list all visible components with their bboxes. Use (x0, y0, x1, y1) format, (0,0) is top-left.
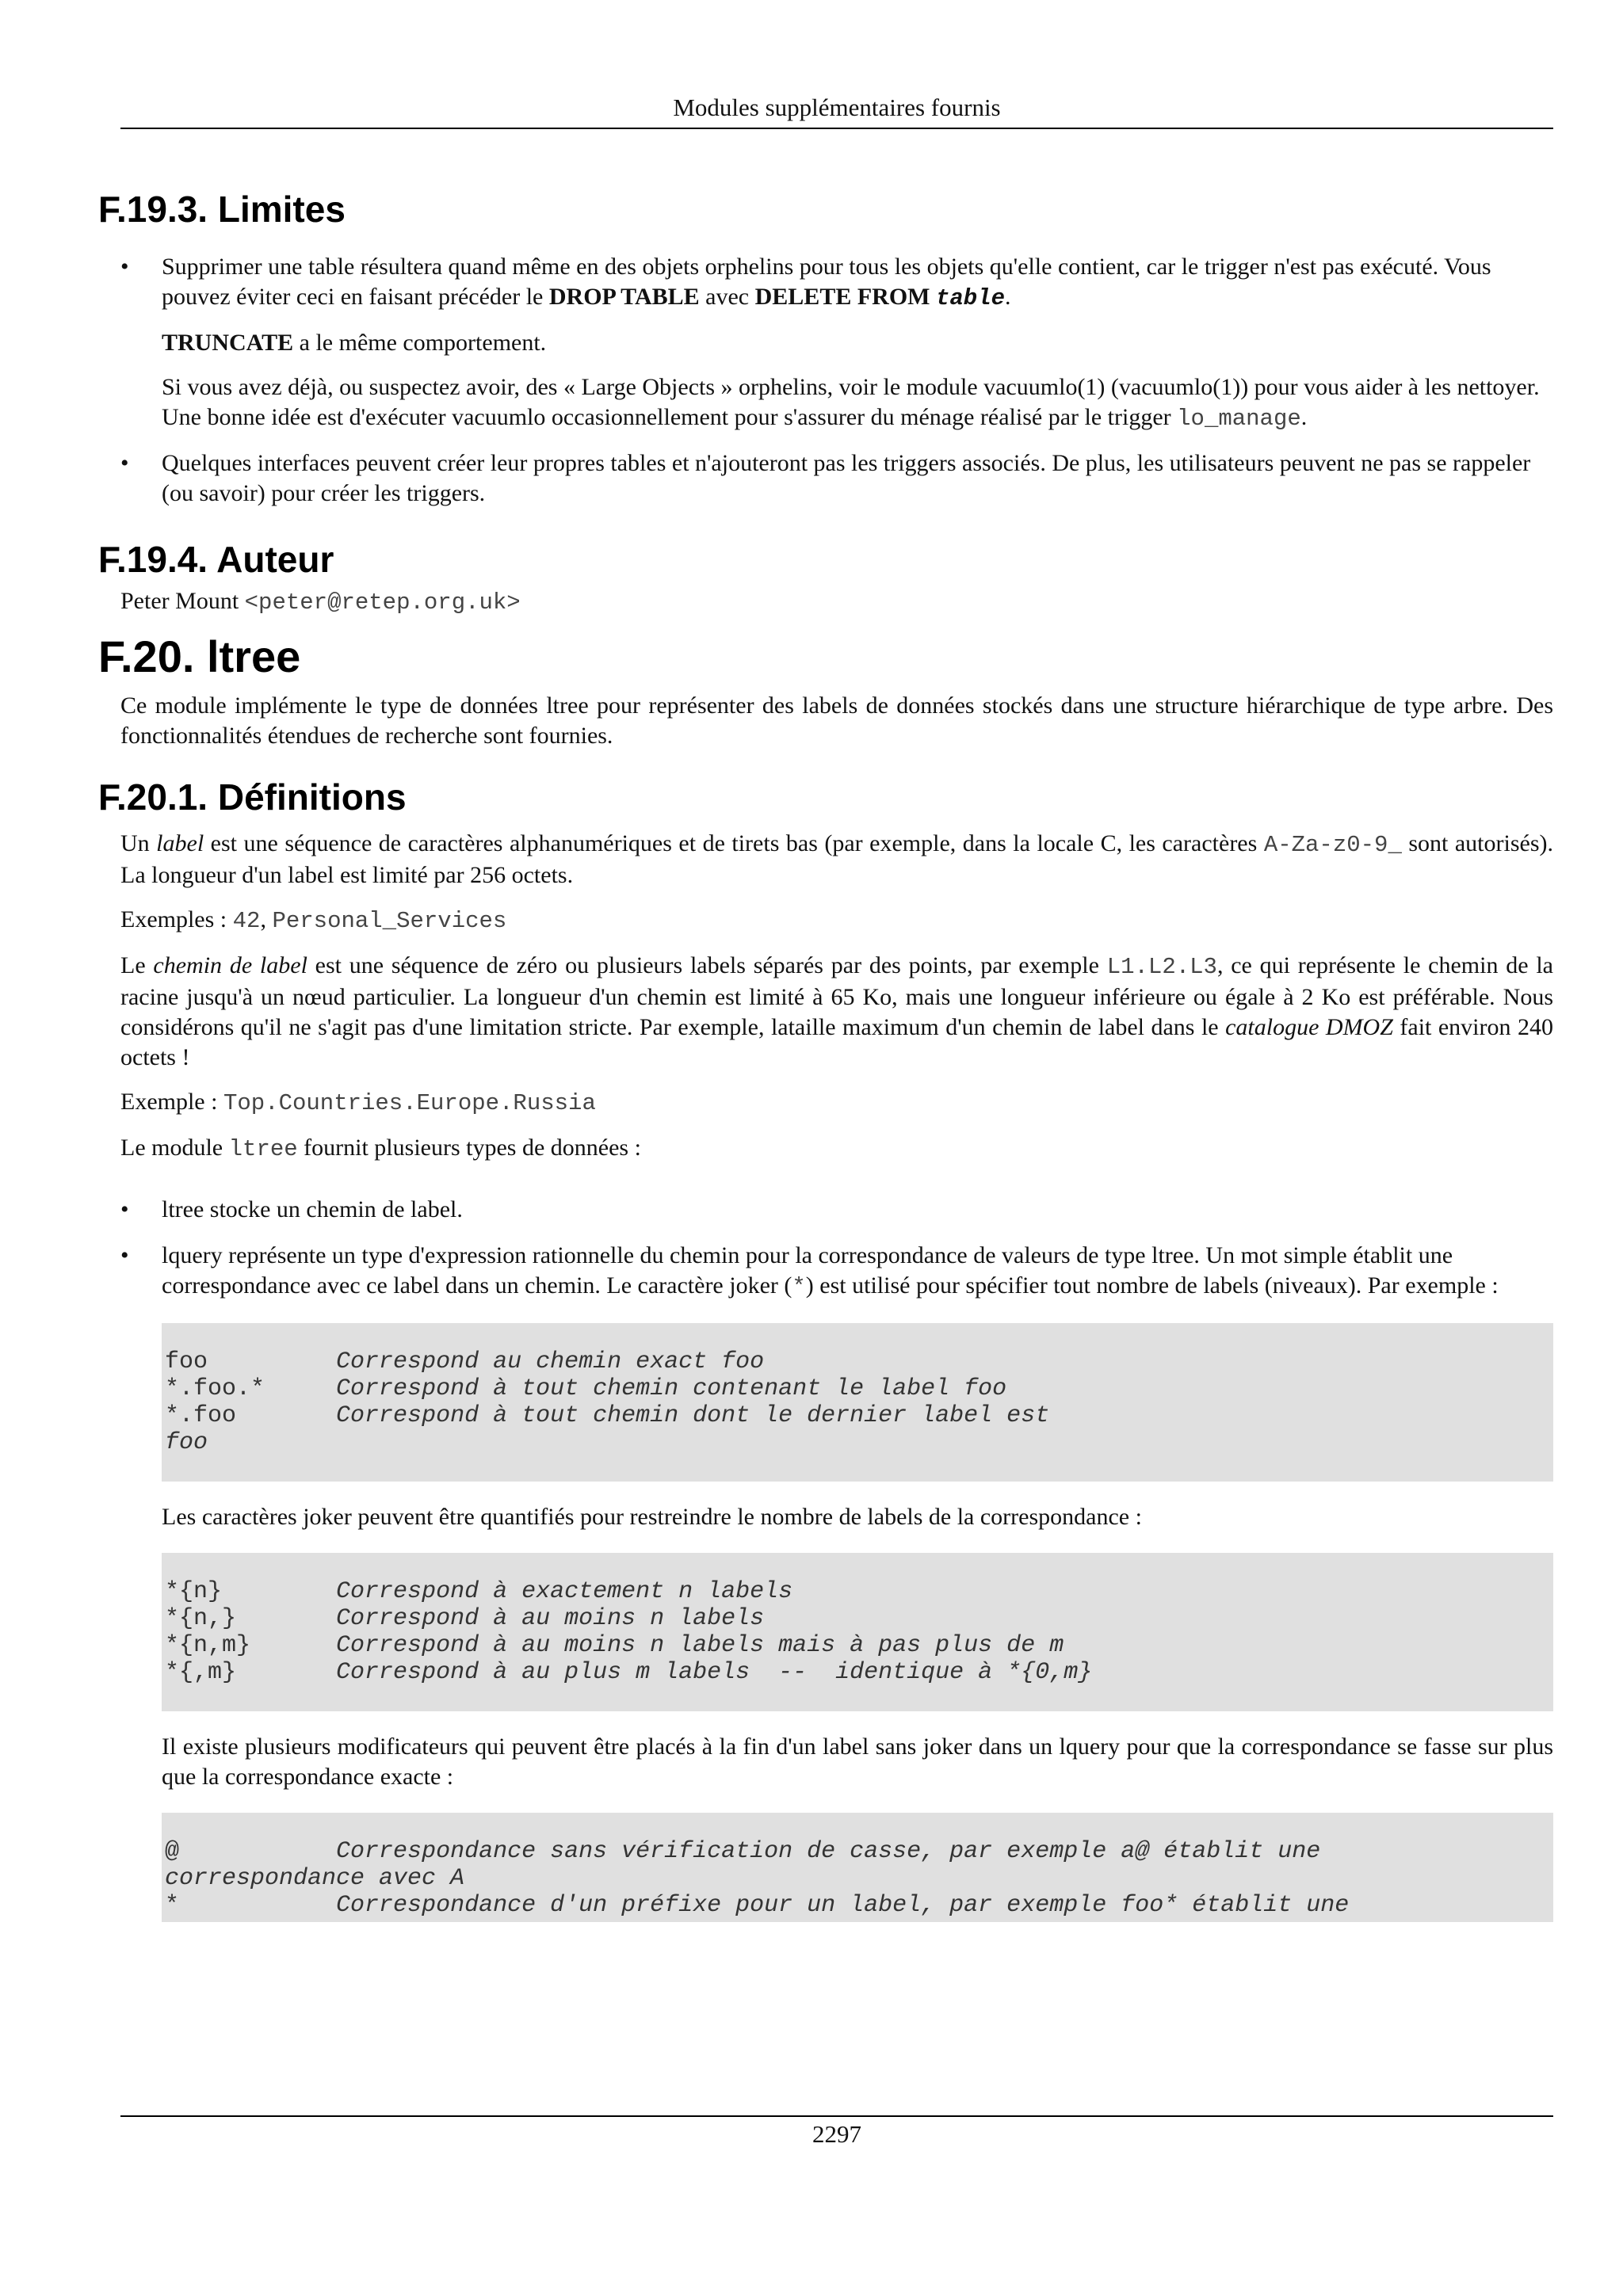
types-li1: ltree stocke un chemin de label. (162, 1196, 463, 1222)
code-pattern: *{n,} (165, 1605, 337, 1632)
code-comment: foo (165, 1429, 208, 1456)
page-number: 2297 (812, 2120, 861, 2148)
section-heading-limites: F.19.3. Limites (98, 189, 346, 230)
definitions-p4: Exemple : Top.Countries.Europe.Russia (120, 1089, 596, 1116)
limites-bullet1-p1: Supprimer une table résultera quand même en des objets orphelins pour tous les objets qu'elle contient, car le trigger n'est pas exécuté. Vous pouvez éviter ceci en faisant précéder le DROP TABLE avec DELETE FROM table. (162, 254, 1491, 311)
code-comment: correspondance avec A (165, 1865, 465, 1892)
code-block-quantifiers (162, 1553, 1553, 1711)
code-lo-manage: lo_manage (1177, 406, 1301, 432)
code-pattern: *.foo (165, 1402, 337, 1429)
list-item (98, 1241, 1553, 1302)
types-list (98, 1195, 1553, 1302)
code-comment: Correspond au chemin exact foo (336, 1348, 765, 1375)
bullet-marker: • (120, 1242, 129, 1268)
code-table: table (935, 285, 1005, 311)
list-item (98, 252, 1553, 434)
code-pattern: *{n,m} (165, 1632, 337, 1659)
code-line (165, 1402, 1553, 1429)
code-pattern: @ (165, 1838, 337, 1865)
list-item (98, 448, 1553, 509)
section-heading-definitions: F.20.1. Définitions (98, 776, 407, 818)
code-block-modifiers (162, 1813, 1553, 1922)
code-comment: Correspond à au moins n labels (336, 1605, 765, 1632)
author-line: Peter Mount <peter@retep.org.uk> (120, 588, 521, 616)
code-pattern: *{n} (165, 1578, 337, 1605)
code-comment: Correspond à au plus m labels -- identique à *{0,m} (336, 1659, 1093, 1686)
limites-bullet1-p2: TRUNCATE a le même comportement. (162, 330, 547, 356)
author-email: <peter@retep.org.uk> (244, 589, 521, 616)
bullet-marker: • (120, 1196, 129, 1222)
section-heading-ltree: F.20. ltree (98, 631, 301, 681)
code-pattern: * (165, 1892, 337, 1919)
bullet-marker: • (120, 254, 129, 280)
code-line (165, 1838, 1553, 1865)
code-pattern: *.foo.* (165, 1375, 337, 1402)
definitions-p1: Un label est une séquence de caractères alphanumériques et de tirets bas (par exemple, dans la locale C, les caractères A-Za-z0-9_ sont autorisés). La longueur d'un label est limité par 256 octets. (120, 830, 1553, 888)
code-comment: Correspond à tout chemin dont le dernier label est (336, 1402, 1050, 1429)
section-heading-auteur: F.19.4. Auteur (98, 539, 334, 580)
code-pattern: *{,m} (165, 1659, 337, 1686)
code-line (165, 1348, 1553, 1375)
code-comment: Correspondance sans vérification de casse, par exemple a@ établit une (336, 1838, 1321, 1865)
running-header: Modules supplémentaires fournis (673, 93, 1001, 121)
types-li2-p2: Les caractères joker peuvent être quantifiés pour restreindre le nombre de labels de la correspondance : (162, 1504, 1142, 1530)
code-line (165, 1659, 1553, 1686)
definitions-p2: Exemples : 42, Personal_Services (120, 906, 507, 934)
code-line (165, 1578, 1553, 1605)
code-comment: Correspond à tout chemin contenant le label foo (336, 1375, 1007, 1402)
types-li2: lquery représente un type d'expression rationnelle du chemin pour la correspondance de valeurs de type ltree. Un mot simple établit une correspondance avec ce label dans un chemin. Le caractère joker (*) est utilisé pour spécifier tout nombre de labels (niveaux). Par exemple : (162, 1242, 1499, 1300)
code-pattern: foo (165, 1348, 337, 1375)
limites-bullet1-p3: Si vous avez déjà, ou suspectez avoir, des « Large Objects » orphelins, voir le module vacuumlo(1) (vacuumlo(1)) pour vous aider à les nettoyer. Une bonne idée est d'exécuter vacuumlo occasionnellement pour s'assurer du ménage réalisé par le trigger lo_manage. (162, 374, 1540, 432)
code-line (165, 1605, 1553, 1632)
code-comment: Correspond à au moins n labels mais à pas plus de m (336, 1632, 1064, 1659)
types-li2-p3: Il existe plusieurs modificateurs qui peuvent être placés à la fin d'un label sans joker dans un lquery pour que la correspondance se fasse sur plus que la correspondance exacte : (162, 1733, 1553, 1790)
header-rule (120, 128, 1553, 129)
code-block-lquery-examples (162, 1323, 1553, 1482)
footer-rule (120, 2115, 1553, 2117)
definitions-p3: Le chemin de label est une séquence de zéro ou plusieurs labels séparés par des points, par exemple L1.L2.L3, ce qui représente le chemin de la racine jusqu'à un nœud particulier. La longueur d'un chemin est limité à 65 Ko, mais une longueur inférieure ou égale à 2 Ko est préférable. Nous considérons qu'il ne s'agit pas d'une limitation stricte. Par exemple, lataille maximum d'un chemin de label dans le catalogue DMOZ fait environ 240 octets ! (120, 952, 1553, 1070)
limites-bullet2: Quelques interfaces peuvent créer leur propres tables et n'ajouteront pas les triggers associés. De plus, les utilisateurs peuvent ne pas se rappeler (ou savoir) pour créer les triggers. (162, 450, 1531, 506)
list-item (98, 1195, 1553, 1225)
code-line (165, 1892, 1553, 1919)
code-line (165, 1865, 1553, 1892)
code-comment: Correspondance d'un préfixe pour un label, par exemple foo* établit une (336, 1892, 1350, 1919)
definitions-p5: Le module ltree fournit plusieurs types de données : (120, 1135, 641, 1162)
ltree-intro: Ce module implémente le type de données ltree pour représenter des labels de données stockés dans une structure hiérarchique de type arbre. Des fonctionnalités étendues de recherche sont fournies. (120, 692, 1553, 749)
bullet-marker: • (120, 450, 129, 476)
code-line (165, 1429, 1553, 1456)
limites-list (98, 252, 1553, 509)
code-comment: Correspond à exactement n labels (336, 1578, 793, 1605)
code-line (165, 1632, 1553, 1659)
code-line (165, 1375, 1553, 1402)
page-content (98, 187, 1553, 1922)
